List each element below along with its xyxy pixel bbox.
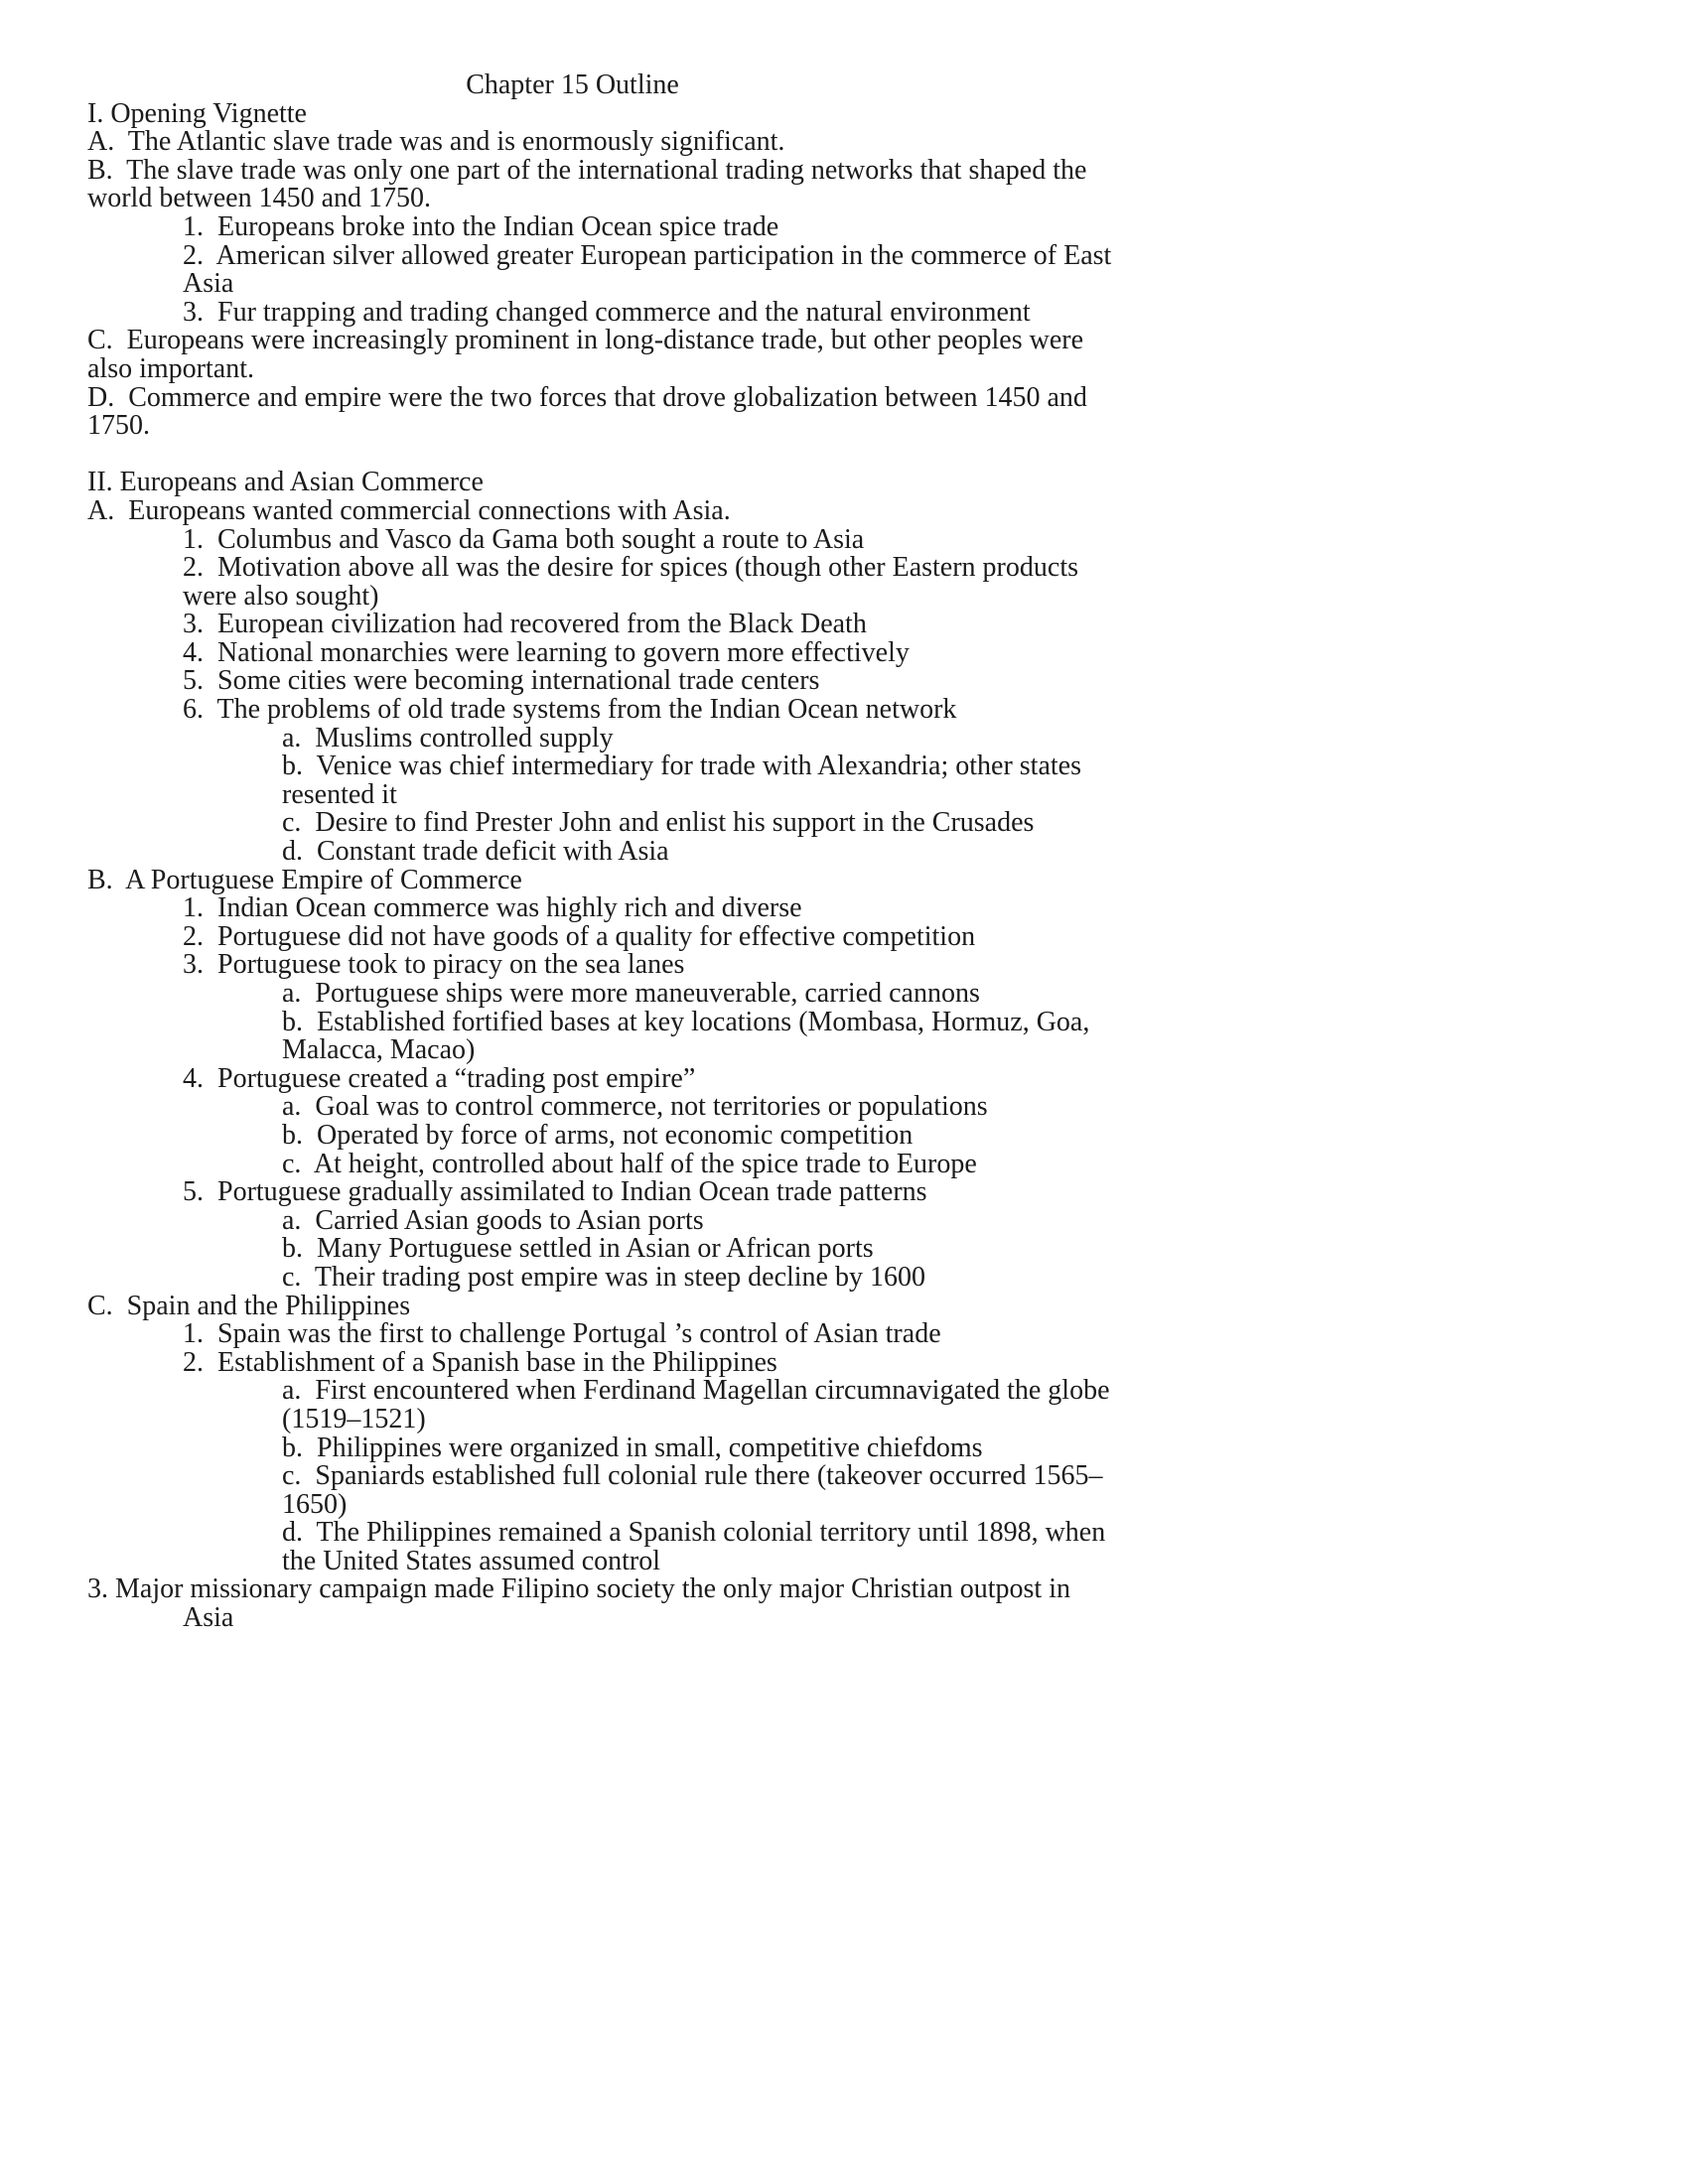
outline-line: B. A Portuguese Empire of Commerce bbox=[87, 864, 522, 895]
outline-line: 2. Motivation above all was the desire for spices (though other Eastern products were also sought) bbox=[183, 552, 1085, 612]
outline-line: c. At height, controlled about half of the spice trade to Europe bbox=[282, 1148, 977, 1179]
outline-line: 5. Portuguese gradually assimilated to Indian Ocean trade patterns bbox=[183, 1176, 927, 1208]
outline-line: b. Operated by force of arms, not economic competition bbox=[282, 1119, 914, 1151]
outline-line: a. Carried Asian goods to Asian ports bbox=[282, 1204, 704, 1236]
outline-list bbox=[87, 97, 1117, 1634]
outline-line: I. Opening Vignette bbox=[87, 97, 307, 129]
outline-line: 3. Major missionary campaign made Filipino society the only major Christian outpost in Asia bbox=[87, 1573, 1076, 1634]
outline-line: b. Many Portuguese settled in Asian or African ports bbox=[282, 1233, 874, 1265]
outline-line: 1. Europeans broke into the Indian Ocean spice trade bbox=[183, 210, 779, 242]
outline-line: II. Europeans and Asian Commerce bbox=[87, 467, 484, 498]
outline-line: 3. European civilization had recovered from the Black Death bbox=[183, 609, 867, 640]
outline-line: 3. Fur trapping and trading changed commerce and the natural environment bbox=[183, 296, 1031, 328]
outline-spacer bbox=[87, 441, 1117, 470]
outline-line: A. Europeans wanted commercial connections with Asia. bbox=[87, 494, 731, 526]
outline-line: b. Philippines were organized in small, competitive chiefdoms bbox=[282, 1432, 983, 1463]
outline-line: D. Commerce and empire were the two forces that drove globalization between 1450 and 1750. bbox=[87, 381, 1094, 442]
outline-line: 1. Columbus and Vasco da Gama both sought a route to Asia bbox=[183, 523, 865, 555]
outline-line: 4. National monarchies were learning to govern more effectively bbox=[183, 636, 910, 668]
outline-line: 1. Indian Ocean commerce was highly rich and diverse bbox=[183, 892, 802, 924]
outline-line: 6. The problems of old trade systems from the Indian Ocean network bbox=[183, 694, 957, 726]
outline-line: c. Spaniards established full colonial rule there (takeover occurred 1565–1650) bbox=[282, 1460, 1103, 1520]
outline-line: 2. Establishment of a Spanish base in the Philippines bbox=[183, 1346, 777, 1378]
outline-line: A. The Atlantic slave trade was and is enormously significant. bbox=[87, 126, 785, 158]
outline-line: a. Portuguese ships were more maneuverable, carried cannons bbox=[282, 978, 980, 1009]
outline-line: B. The slave trade was only one part of the international trading networks that shaped the world between 1450 and 1750. bbox=[87, 154, 1094, 214]
outline-line: C. Europeans were increasingly prominent in long-distance trade, but other peoples were also important. bbox=[87, 325, 1091, 384]
outline-line: 3. Portuguese took to piracy on the sea lanes bbox=[183, 949, 685, 981]
outline-line: 4. Portuguese created a “trading post empire” bbox=[183, 1062, 696, 1094]
outline-line: 2. Portuguese did not have goods of a quality for effective competition bbox=[183, 920, 976, 952]
outline-line: a. Goal was to control commerce, not territories or populations bbox=[282, 1091, 988, 1123]
outline-line: 1. Spain was the first to challenge Portugal ’s control of Asian trade bbox=[183, 1318, 941, 1350]
outline-line: 2. American silver allowed greater European participation in the commerce of East Asia bbox=[183, 239, 1117, 300]
outline-line: 5. Some cities were becoming international trade centers bbox=[183, 665, 820, 697]
outline-line: d. Constant trade deficit with Asia bbox=[282, 836, 669, 868]
outline-line: a. Muslims controlled supply bbox=[282, 722, 614, 753]
document-title: Chapter 15 Outline bbox=[466, 69, 679, 100]
outline-line: C. Spain and the Philippines bbox=[87, 1290, 411, 1321]
outline-line: b. Established fortified bases at key locations (Mombasa, Hormuz, Goa, Malacca, Macao) bbox=[282, 1006, 1097, 1066]
outline-line: b. Venice was chief intermediary for trade with Alexandria; other states resented it bbox=[282, 751, 1088, 810]
outline-line: a. First encountered when Ferdinand Magellan circumnavigated the globe (1519–1521) bbox=[282, 1375, 1117, 1434]
outline-line: c. Their trading post empire was in steep decline by 1600 bbox=[282, 1261, 925, 1293]
outline-line: d. The Philippines remained a Spanish colonial territory until 1898, when the United States assumed control bbox=[282, 1517, 1113, 1576]
outline-line: c. Desire to find Prester John and enlist his support in the Crusades bbox=[282, 807, 1035, 839]
